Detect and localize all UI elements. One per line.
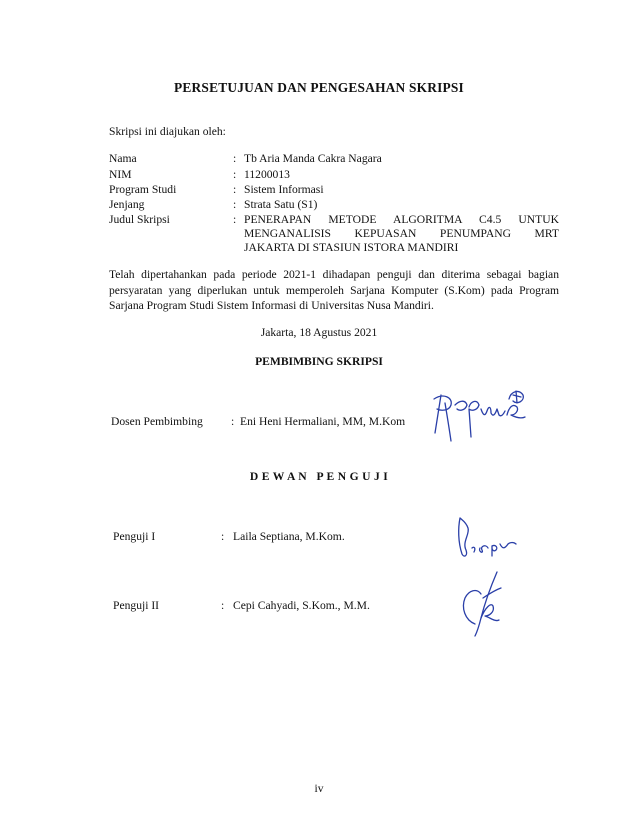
penguji-name: Laila Septiana, M.Kom. — [233, 530, 345, 543]
thesis-title-line: JAKARTA DI STASIUN ISTORA MANDIRI — [244, 241, 459, 254]
field-colon: : — [233, 213, 237, 226]
pembimbing-signature — [425, 385, 535, 447]
field-colon: : — [233, 183, 237, 196]
penguji-label: Penguji I — [113, 530, 156, 543]
penguji-name: Cepi Cahyadi, S.Kom., M.M. — [233, 599, 370, 612]
dewan-heading: D E W A N P E N G U J I — [249, 470, 389, 483]
page-title: PERSETUJUAN DAN PENGESAHAN SKRIPSI — [174, 80, 464, 95]
pembimbing-label: Dosen Pembimbing — [111, 415, 203, 428]
field-colon: : — [233, 168, 237, 181]
penguji-colon: : — [221, 599, 225, 612]
field-label: NIM — [109, 168, 132, 181]
pembimbing-name: Eni Heni Hermaliani, MM, M.Kom — [240, 415, 406, 428]
thesis-title-line: PENERAPAN METODE ALGORITMA C4.5 UNTUK — [244, 213, 559, 226]
thesis-title-line: MENGANALISIS KEPUASAN PENUMPANG MRT — [244, 227, 559, 240]
field-label: Judul Skripsi — [109, 213, 170, 226]
field-value: 11200013 — [244, 168, 290, 181]
field-colon: : — [233, 198, 237, 211]
field-value: Sistem Informasi — [244, 183, 324, 196]
field-label: Jenjang — [109, 198, 145, 211]
penguji-2-signature — [455, 568, 515, 638]
field-value: Tb Aria Manda Cakra Nagara — [244, 152, 382, 165]
field-label: Program Studi — [109, 183, 177, 196]
penguji-colon: : — [221, 530, 225, 543]
penguji-1-signature — [452, 512, 522, 564]
intro-text: Skripsi ini diajukan oleh: — [109, 125, 226, 138]
pembimbing-heading: PEMBIMBING SKRIPSI — [255, 355, 383, 368]
field-label: Nama — [109, 152, 137, 165]
field-colon: : — [233, 152, 237, 165]
field-value: Strata Satu (S1) — [244, 198, 318, 211]
date-line: Jakarta, 18 Agustus 2021 — [260, 326, 378, 339]
penguji-label: Penguji II — [113, 599, 160, 612]
pembimbing-colon: : — [231, 415, 235, 428]
approval-paragraph: Telah dipertahankan pada periode 2021-1 dihadapan penguji dan diterima sebagai bagian persyaratan yang diperlukan untuk memperoleh Sarjana Komputer (S.Kom) pada Program Sarjana Program Studi Sistem Informasi di Universitas Nusa Mandiri. — [109, 268, 559, 313]
page-number: iv — [314, 782, 324, 795]
